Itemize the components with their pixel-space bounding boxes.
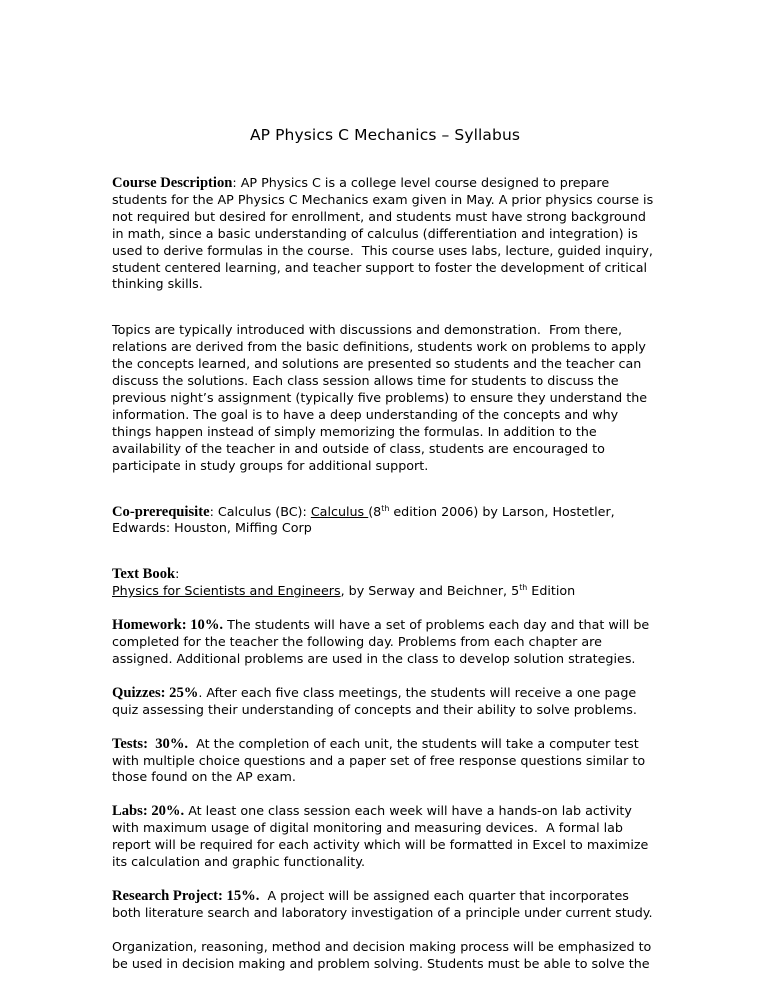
spacer [112, 719, 658, 736]
spacer [112, 668, 658, 685]
section-label-separator [188, 736, 196, 751]
spacer [112, 786, 658, 803]
section-body-tests: At the completion of each unit, the students will take a computer test with multiple choice questions and a paper set of free response questions similar to those found on the AP exam. [112, 735, 650, 785]
text-book-edition-ordinal: th [519, 582, 528, 592]
spacer [112, 922, 658, 939]
section-label-homework: Homework: 10%. [112, 617, 224, 634]
section-body-research-project: A project will be assigned each quarter that incorporates both literature search and laboratory investigation of a principle under current study. [112, 888, 653, 920]
section-topics-paragraph [112, 322, 658, 474]
section-text-book [112, 566, 658, 600]
section-label-separator: . [198, 684, 207, 700]
section-body-course-description: AP Physics C is a college level course designed to prepare students for the AP Physics C Mechanics exam given in May. A prior physics course is not required but desired for enrollment, and students must have strong background in math, since a basic understanding of calculus (differentiation and integration) is used to derive formulas in the course. This course uses labs, lecture, guided inquiry, student centered learning, and teacher support to foster the development of critical thinking skills. [112, 175, 658, 292]
section-label-text-book: Text Book [112, 566, 176, 583]
section-body-quizzes: After each five class meetings, the students will receive a one page quiz assessing their understanding of concepts and their ability to solve problems. [112, 684, 641, 717]
section-label-research-project: Research Project: 15%. [112, 888, 260, 904]
spacer [112, 600, 658, 617]
section-co-prerequisite [112, 504, 658, 538]
section-label-separator: : [209, 503, 218, 519]
section-label-course-description: Course Description [112, 175, 233, 191]
section-label-quizzes: Quizzes: 25% [112, 684, 199, 701]
section-quizzes [112, 685, 658, 719]
section-body-topics-paragraph: Topics are typically introduced with discussions and demonstration. From there, relations are derived from the basic definitions, students work on problems to apply the concepts learned, and solutions are presented so students and the teacher can discuss the solutions. Each class session allows time for students to discuss the previous night’s assignment (typically five problems) to ensure they understand the information. The goal is to have a deep understanding of the concepts and why things happen instead of simply memorizing the formulas. In addition to the availability of the teacher in and outside of class, students are encouraged to participate in study groups for additional support. [112, 322, 652, 473]
section-organization-paragraph [112, 939, 658, 973]
document-content [112, 0, 658, 973]
co-prerequisite-text-after: edition 2006) by Larson, Hostetler, Edwards: Houston, Miffing Corp [112, 503, 619, 536]
section-label-labs: Labs: 20%. [112, 803, 185, 820]
spacer [112, 144, 658, 175]
section-label-separator: : [232, 175, 241, 190]
spacer [112, 293, 658, 322]
text-book-title: Physics for Scientists and Engineers [112, 583, 341, 599]
co-prerequisite-edition-open: (8 [368, 503, 382, 519]
section-homework [112, 617, 658, 668]
section-course-description [112, 175, 658, 293]
section-body-homework: The students will have a set of problems each day and that will be completed for the teacher the following day. Problems from each chapter are assigned. Additional problems are used in the class to develop solution strategies. [112, 617, 654, 666]
section-body-labs: At least one class session each week will have a hands-on lab activity with maximum usage of digital monitoring and measuring devices. A formal lab report will be required for each activity which will be formatted in Excel to maximize its calculation and graphic functionality. [112, 803, 653, 870]
text-book-edition-label: Edition [527, 583, 576, 599]
spacer [112, 475, 658, 504]
co-prerequisite-book-title: Calculus [310, 503, 369, 519]
section-label-tests: Tests: 30%. [112, 735, 189, 752]
section-label-separator: : [175, 566, 180, 582]
section-tests [112, 736, 658, 787]
co-prerequisite-text-before: Calculus (BC): [217, 503, 311, 519]
co-prerequisite-edition-ordinal: th [381, 503, 390, 513]
spacer [112, 537, 658, 566]
spacer [112, 871, 658, 888]
text-book-authors: , by Serway and Beichner, 5 [340, 583, 520, 599]
section-body-organization-paragraph: Organization, reasoning, method and decision making process will be emphasized to be used in decision making and problem solving. Students must be able to solve the [112, 938, 656, 971]
section-research-project [112, 888, 658, 922]
section-label-co-prerequisite: Co-prerequisite [112, 503, 210, 520]
section-labs [112, 803, 658, 871]
page-title: AP Physics C Mechanics – Syllabus [249, 126, 521, 144]
